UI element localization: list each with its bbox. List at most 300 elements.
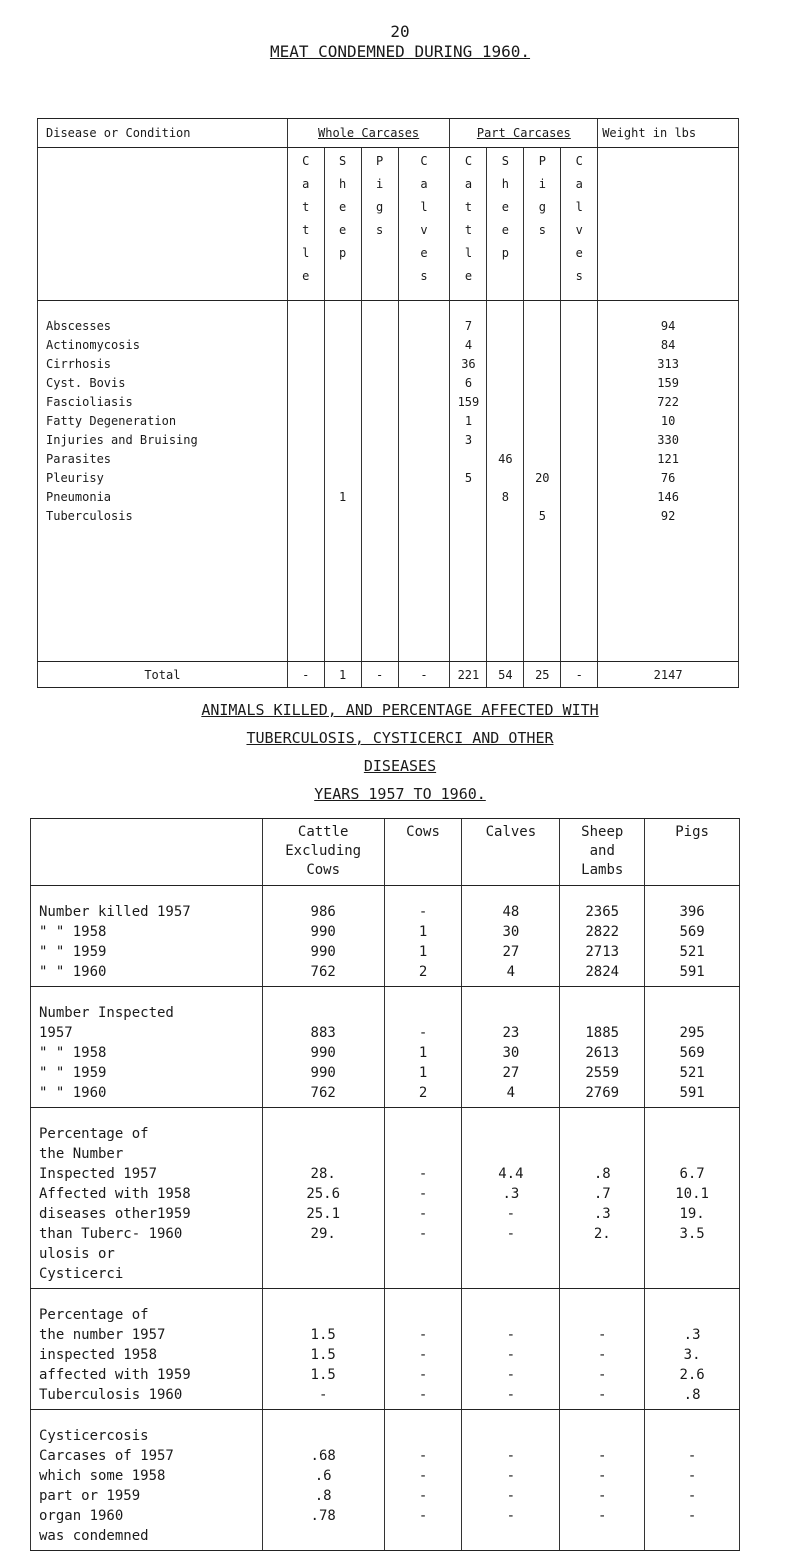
cell-value: - xyxy=(506,1226,516,1242)
value-column xyxy=(645,1108,740,1289)
cell-value xyxy=(487,393,523,412)
cell-value: - xyxy=(687,1488,697,1504)
cell-value xyxy=(288,412,324,431)
disease-label: Fascioliasis xyxy=(46,395,133,409)
cell-value xyxy=(385,1003,462,1023)
cell-value xyxy=(487,317,523,336)
cell-value xyxy=(645,1264,739,1284)
cell-value: 29. xyxy=(310,1226,336,1242)
cell-value: 23 xyxy=(502,1025,520,1041)
cell-value xyxy=(325,336,361,355)
table2-section xyxy=(31,987,740,1108)
cell-value xyxy=(560,1003,644,1023)
cell-value: - xyxy=(687,1508,697,1524)
count-column xyxy=(487,301,524,662)
cell-value: 2824 xyxy=(585,964,620,980)
cell-value xyxy=(560,1144,644,1164)
cell-value xyxy=(524,317,560,336)
value-column xyxy=(384,1289,462,1410)
cell-value xyxy=(385,1526,462,1546)
cell-value: 3 xyxy=(464,433,473,447)
cell-value: 27 xyxy=(502,1065,520,1081)
cell-value xyxy=(561,393,597,412)
cell-value xyxy=(560,1426,644,1446)
row-label: affected with 1959 xyxy=(39,1367,191,1383)
cell-value xyxy=(561,374,597,393)
cell-value xyxy=(462,1244,559,1264)
column-header: Cows xyxy=(384,819,462,886)
cell-value: 1.5 xyxy=(310,1367,336,1383)
cell-value: - xyxy=(506,1206,516,1222)
whole-carcases-header: Whole Carcases xyxy=(287,119,450,148)
row-label: " " 1958 xyxy=(39,1045,107,1061)
row-label: Carcases of 1957 xyxy=(39,1448,174,1464)
cell-value xyxy=(263,1264,384,1284)
row-label: Number killed 1957 xyxy=(39,904,191,920)
value-column xyxy=(645,886,740,987)
disease-label: Pneumonia xyxy=(46,490,112,504)
value-column xyxy=(384,886,462,987)
cell-value: 295 xyxy=(679,1025,705,1041)
cell-value xyxy=(288,355,324,374)
cell-value xyxy=(560,1526,644,1546)
col-part-calves: C a l v e s xyxy=(561,148,598,301)
cell-value: 521 xyxy=(679,1065,705,1081)
cell-value xyxy=(362,507,398,526)
cell-value: - xyxy=(418,1488,428,1504)
value-column xyxy=(384,987,462,1108)
cell-value: .8 xyxy=(593,1166,611,1182)
cell-value: 4 xyxy=(506,964,516,980)
cell-value: 1 xyxy=(418,1045,428,1061)
value-column xyxy=(645,987,740,1108)
cell-value: - xyxy=(506,1508,516,1524)
cell-value xyxy=(399,507,450,526)
cell-value: 2365 xyxy=(585,904,620,920)
table2-section xyxy=(31,1410,740,1551)
cell-value xyxy=(288,431,324,450)
cell-value: - xyxy=(598,1488,607,1504)
cell-value xyxy=(385,1426,462,1446)
cell-value: .7 xyxy=(593,1186,611,1202)
cell-value: 94 xyxy=(660,319,676,333)
cell-value: - xyxy=(418,1186,428,1202)
animals-killed-table xyxy=(30,818,740,1551)
cell-value: - xyxy=(506,1327,516,1343)
row-label: Inspected 1957 xyxy=(39,1166,158,1182)
cell-value xyxy=(385,1144,462,1164)
meat-condemned-table xyxy=(37,118,739,688)
total-cell: 25 xyxy=(524,662,561,688)
cell-value xyxy=(288,374,324,393)
cell-value xyxy=(561,450,597,469)
table2-section xyxy=(31,886,740,987)
cell-value xyxy=(385,1305,462,1325)
table1-total-row xyxy=(38,662,739,688)
cell-value: - xyxy=(598,1387,607,1403)
cell-value: 1885 xyxy=(585,1025,620,1041)
cell-value xyxy=(645,1526,739,1546)
cell-value: 19. xyxy=(679,1206,705,1222)
column-header: Cattle Excluding Cows xyxy=(262,819,384,886)
cell-value xyxy=(524,355,560,374)
cell-value: - xyxy=(418,1327,428,1343)
cell-value: - xyxy=(598,1448,607,1464)
part-carcases-header: Part Carcases xyxy=(450,119,598,148)
cell-value: 121 xyxy=(657,452,679,466)
cell-value: 2613 xyxy=(585,1045,620,1061)
section-labels xyxy=(31,1410,263,1551)
cell-value: 27 xyxy=(502,944,520,960)
cell-value xyxy=(325,431,361,450)
cell-value: 5 xyxy=(538,509,546,523)
cell-value: 1 xyxy=(418,944,428,960)
cell-value xyxy=(399,469,450,488)
cell-value xyxy=(487,412,523,431)
cell-value xyxy=(263,1124,384,1144)
cell-value xyxy=(487,374,523,393)
cell-value xyxy=(560,1305,644,1325)
cell-value xyxy=(325,393,361,412)
column-header: Pigs xyxy=(645,819,740,886)
cell-value xyxy=(561,469,597,488)
cell-value: 6 xyxy=(464,376,473,390)
table2-title-line: TUBERCULOSIS, CYSTICERCI AND OTHER xyxy=(246,729,554,747)
cell-value: 159 xyxy=(457,395,480,409)
disease-label: Tuberculosis xyxy=(46,509,133,523)
table2-section xyxy=(31,1289,740,1410)
cell-value: 883 xyxy=(310,1025,336,1041)
table2-title-line: DISEASES xyxy=(363,757,437,775)
cell-value xyxy=(561,355,597,374)
cell-value: 30 xyxy=(502,924,520,940)
cell-value xyxy=(263,1244,384,1264)
cell-value: 36 xyxy=(461,357,476,371)
disease-label: Pleurisy xyxy=(46,471,104,485)
value-column xyxy=(262,1289,384,1410)
cell-value: - xyxy=(687,1468,697,1484)
table2-section xyxy=(31,1108,740,1289)
row-label: Cysticercosis xyxy=(39,1428,149,1444)
cell-value: - xyxy=(598,1347,607,1363)
cell-value xyxy=(399,450,450,469)
cell-value xyxy=(487,336,523,355)
cell-value xyxy=(645,1305,739,1325)
col-whole-pigs: P i g s xyxy=(361,148,398,301)
cell-value xyxy=(362,393,398,412)
section-labels xyxy=(31,1289,263,1410)
cell-value: - xyxy=(418,1448,428,1464)
value-column xyxy=(645,1410,740,1551)
value-column xyxy=(262,1108,384,1289)
cell-value: - xyxy=(318,1387,328,1403)
cell-value: 3.5 xyxy=(679,1226,705,1242)
cell-value: 2713 xyxy=(585,944,620,960)
section-labels xyxy=(31,886,263,987)
cell-value: 4.4 xyxy=(498,1166,524,1182)
row-label: Tuberculosis 1960 xyxy=(39,1387,183,1403)
column-header: Sheep and Lambs xyxy=(560,819,645,886)
value-column xyxy=(462,1410,560,1551)
row-label: the number 1957 xyxy=(39,1327,166,1343)
cell-value xyxy=(560,1244,644,1264)
cell-value xyxy=(263,1305,384,1325)
count-column xyxy=(561,301,598,662)
weight-column xyxy=(598,301,739,662)
cell-value: - xyxy=(506,1347,516,1363)
row-label: was condemned xyxy=(39,1528,149,1544)
row-label: ulosis or xyxy=(39,1246,115,1262)
table2-title-line: ANIMALS KILLED, AND PERCENTAGE AFFECTED WITH xyxy=(201,701,599,719)
cell-value xyxy=(560,1124,644,1144)
cell-value: 1.5 xyxy=(310,1347,336,1363)
cell-value: 990 xyxy=(310,1045,336,1061)
cell-value: - xyxy=(506,1488,516,1504)
cell-value xyxy=(399,374,450,393)
value-column xyxy=(560,987,645,1108)
cell-value: 25.6 xyxy=(306,1186,341,1202)
row-label: part or 1959 xyxy=(39,1488,141,1504)
cell-value xyxy=(487,507,523,526)
cell-value xyxy=(645,1124,739,1144)
cell-value xyxy=(487,469,523,488)
cell-value: 1 xyxy=(339,490,347,504)
cell-value: 10 xyxy=(660,414,676,428)
cell-value: 4 xyxy=(464,338,473,352)
row-label: Number Inspected xyxy=(39,1005,174,1021)
value-column xyxy=(462,987,560,1108)
cell-value xyxy=(385,1124,462,1144)
cell-value xyxy=(288,317,324,336)
cell-value xyxy=(561,431,597,450)
cell-value: .3 xyxy=(502,1186,520,1202)
section-labels xyxy=(31,987,263,1108)
cell-value xyxy=(561,317,597,336)
cell-value: 762 xyxy=(310,964,336,980)
cell-value: 2822 xyxy=(585,924,620,940)
value-column xyxy=(262,886,384,987)
count-column xyxy=(287,301,324,662)
row-label: diseases other1959 xyxy=(39,1206,191,1222)
col-whole-sheep: S h e e p xyxy=(324,148,361,301)
value-column xyxy=(462,1289,560,1410)
cell-value: .68 xyxy=(310,1448,336,1464)
row-label: Percentage of xyxy=(39,1307,149,1323)
cell-value xyxy=(645,1244,739,1264)
disease-label: Cyst. Bovis xyxy=(46,376,126,390)
cell-value: - xyxy=(418,1367,428,1383)
cell-value xyxy=(325,412,361,431)
row-label: " " 1959 xyxy=(39,944,107,960)
cell-value xyxy=(462,1264,559,1284)
cell-value: - xyxy=(598,1508,607,1524)
cell-value: 84 xyxy=(660,338,676,352)
animal-header-row xyxy=(38,148,739,301)
cell-value: 396 xyxy=(679,904,705,920)
cell-value: 10.1 xyxy=(675,1186,709,1202)
value-column xyxy=(560,1289,645,1410)
value-column xyxy=(560,886,645,987)
cell-value: 762 xyxy=(310,1085,336,1101)
row-label: organ 1960 xyxy=(39,1508,124,1524)
disease-label: Cirrhosis xyxy=(46,357,112,371)
cell-value: - xyxy=(418,1166,428,1182)
cell-value: 569 xyxy=(679,924,705,940)
cell-value xyxy=(288,488,324,507)
cell-value xyxy=(561,488,597,507)
table2-title xyxy=(0,696,800,808)
cell-value: 1 xyxy=(418,1065,428,1081)
total-cell: 1 xyxy=(324,662,361,688)
disease-label: Fatty Degeneration xyxy=(46,414,177,428)
cell-value: 76 xyxy=(660,471,676,485)
cell-value xyxy=(524,412,560,431)
cell-value: 1 xyxy=(418,924,428,940)
col-part-cattle: C a t t l e xyxy=(450,148,487,301)
cell-value xyxy=(263,1526,384,1546)
cell-value xyxy=(288,336,324,355)
count-column xyxy=(361,301,398,662)
value-column xyxy=(262,1410,384,1551)
cell-value xyxy=(263,1144,384,1164)
cell-value: 28. xyxy=(310,1166,336,1182)
cell-value: - xyxy=(418,1206,428,1222)
row-label: Cysticerci xyxy=(39,1266,124,1282)
cell-value: - xyxy=(506,1448,516,1464)
cell-value: - xyxy=(687,1448,697,1464)
cell-value: 6.7 xyxy=(679,1166,705,1182)
row-label: the Number xyxy=(39,1146,124,1162)
count-column xyxy=(450,301,487,662)
cell-value xyxy=(524,374,560,393)
disease-label: Parasites xyxy=(46,452,112,466)
total-cell: 221 xyxy=(450,662,487,688)
cell-value xyxy=(385,1264,462,1284)
cell-value xyxy=(462,1144,559,1164)
cell-value xyxy=(462,1003,559,1023)
total-cell: 54 xyxy=(487,662,524,688)
cell-value xyxy=(462,1124,559,1144)
cell-value: 313 xyxy=(657,357,679,371)
cell-value xyxy=(288,393,324,412)
disease-label: Injuries and Bruising xyxy=(46,433,198,447)
col-part-pigs: P i g s xyxy=(524,148,561,301)
cell-value: 330 xyxy=(657,433,679,447)
total-cell: - xyxy=(398,662,450,688)
disease-column xyxy=(38,301,288,662)
cell-value xyxy=(450,450,486,469)
cell-value: .6 xyxy=(314,1468,332,1484)
cell-value xyxy=(561,507,597,526)
cell-value xyxy=(325,374,361,393)
cell-value xyxy=(362,317,398,336)
weight-header: Weight in lbs xyxy=(598,119,739,148)
cell-value xyxy=(450,488,486,507)
count-column xyxy=(524,301,561,662)
cell-value xyxy=(487,355,523,374)
cell-value: .8 xyxy=(314,1488,332,1504)
row-label: 1957 xyxy=(39,1025,73,1041)
cell-value: 990 xyxy=(310,944,336,960)
cell-value xyxy=(561,336,597,355)
cell-value xyxy=(399,431,450,450)
total-cell: - xyxy=(361,662,398,688)
value-column xyxy=(560,1410,645,1551)
cell-value: - xyxy=(418,1025,428,1041)
cell-value xyxy=(325,507,361,526)
cell-value xyxy=(399,488,450,507)
cell-value: 3. xyxy=(683,1347,701,1363)
cell-value xyxy=(325,355,361,374)
cell-value xyxy=(645,1426,739,1446)
cell-value: 591 xyxy=(679,964,705,980)
cell-value: 722 xyxy=(657,395,679,409)
cell-value xyxy=(362,374,398,393)
disease-label: Actinomycosis xyxy=(46,338,140,352)
cell-value xyxy=(450,507,486,526)
cell-value xyxy=(362,488,398,507)
cell-value: 25.1 xyxy=(306,1206,341,1222)
cell-value xyxy=(645,1003,739,1023)
cell-value: - xyxy=(598,1468,607,1484)
cell-value: 159 xyxy=(657,376,679,390)
cell-value: 92 xyxy=(660,509,676,523)
cell-value: 1.5 xyxy=(310,1327,336,1343)
cell-value: - xyxy=(418,1468,428,1484)
cell-value: - xyxy=(418,1226,428,1242)
col-part-sheep: S h e e p xyxy=(487,148,524,301)
cell-value xyxy=(524,431,560,450)
count-column xyxy=(398,301,450,662)
cell-value: - xyxy=(506,1387,516,1403)
cell-value: .3 xyxy=(593,1206,611,1222)
cell-value: 2 xyxy=(418,964,428,980)
cell-value xyxy=(362,469,398,488)
cell-value: 986 xyxy=(310,904,336,920)
cell-value xyxy=(645,1144,739,1164)
col-whole-cattle: C a t t l e xyxy=(287,148,324,301)
row-label: inspected 1958 xyxy=(39,1347,158,1363)
cell-value: - xyxy=(418,1347,428,1363)
page-number: 20 xyxy=(390,22,410,41)
row-label: " " 1958 xyxy=(39,924,107,940)
table2-header-row xyxy=(31,819,740,886)
cell-value xyxy=(524,488,560,507)
cell-value xyxy=(524,450,560,469)
cell-value xyxy=(487,431,523,450)
cell-value: - xyxy=(598,1367,607,1383)
cell-value: - xyxy=(418,1387,428,1403)
row-label: " " 1960 xyxy=(39,1085,107,1101)
col-whole-calves: C a l v e s xyxy=(398,148,450,301)
value-column xyxy=(262,987,384,1108)
cell-value: 569 xyxy=(679,1045,705,1061)
value-column xyxy=(462,886,560,987)
value-column xyxy=(384,1108,462,1289)
total-cell: - xyxy=(287,662,324,688)
cell-value: 2.6 xyxy=(679,1367,705,1383)
disease-header: Disease or Condition xyxy=(38,119,288,148)
cell-value xyxy=(288,469,324,488)
cell-value xyxy=(325,450,361,469)
cell-value xyxy=(462,1305,559,1325)
cell-value xyxy=(263,1426,384,1446)
cell-value: 4 xyxy=(506,1085,516,1101)
cell-value: 8 xyxy=(501,490,509,504)
cell-value: 30 xyxy=(502,1045,520,1061)
cell-value xyxy=(325,317,361,336)
disease-label: Abscesses xyxy=(46,319,112,333)
